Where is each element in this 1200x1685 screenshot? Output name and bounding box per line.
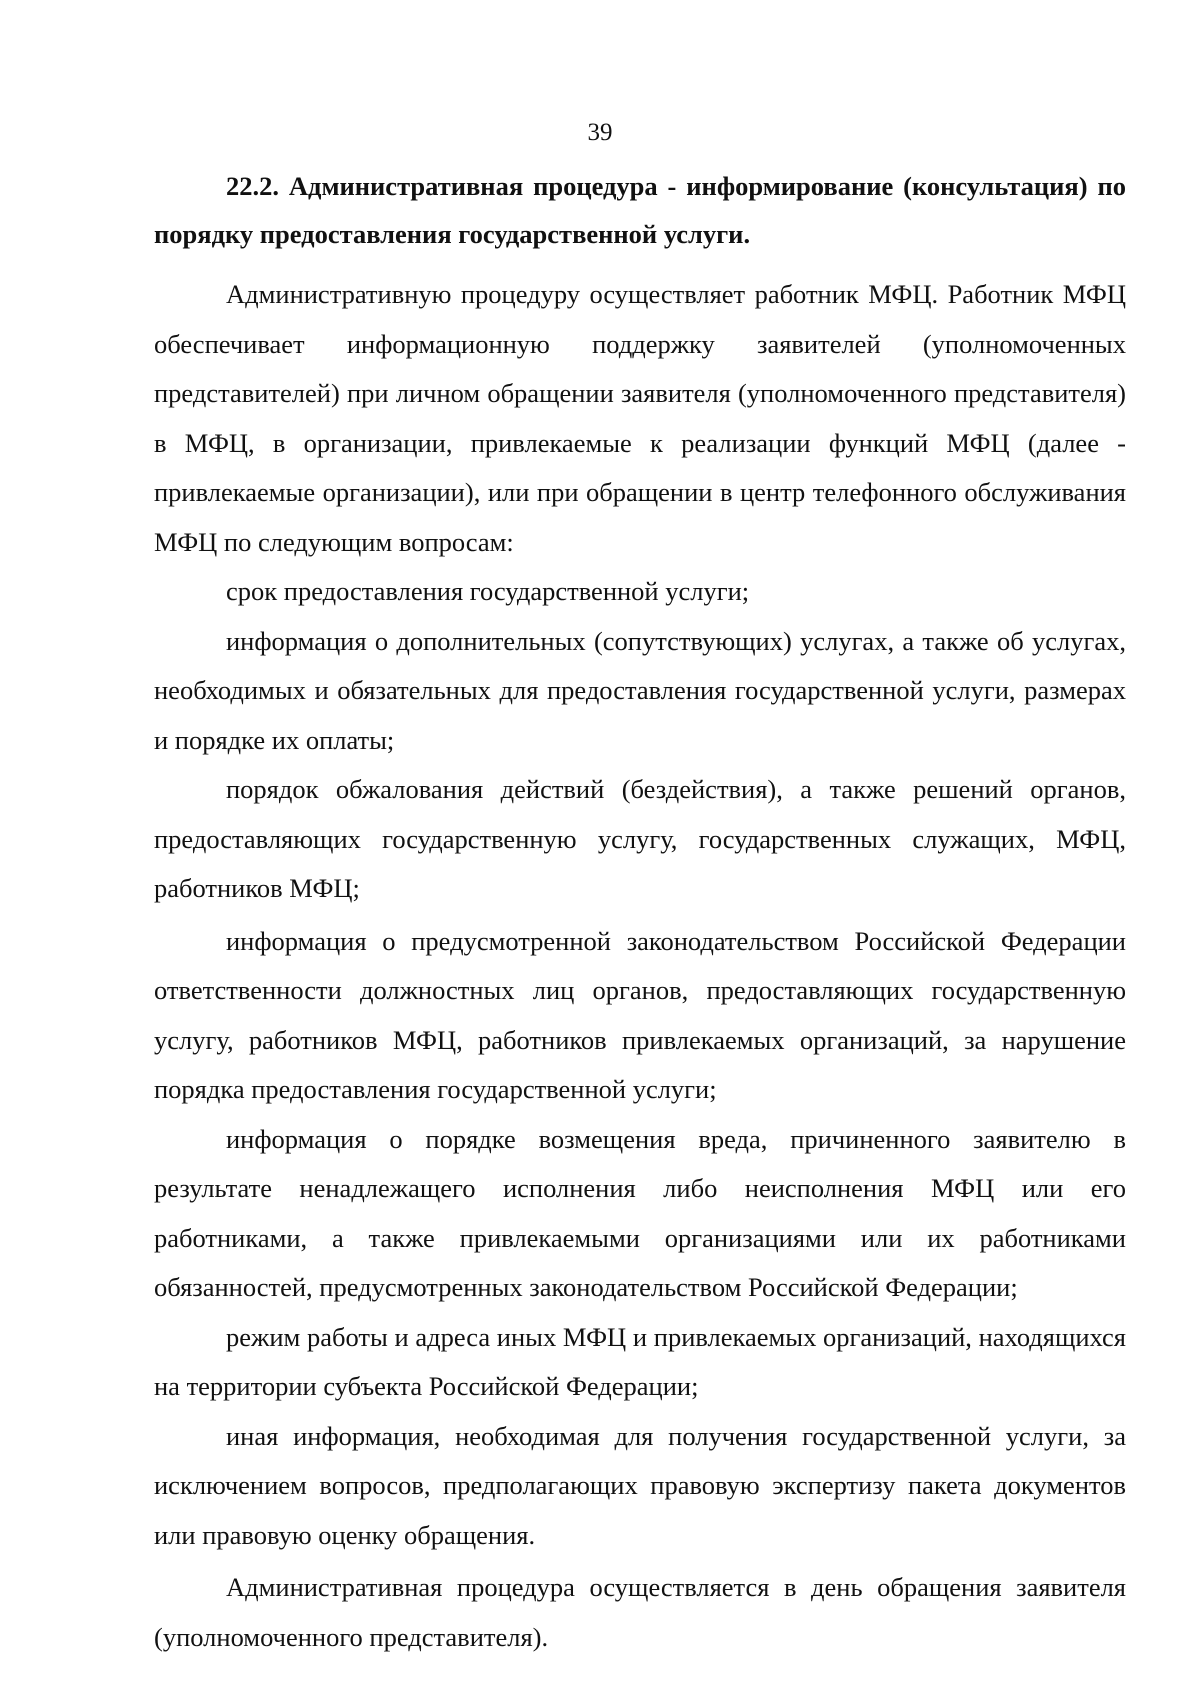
paragraph-procedure-timing: Административная процедура осуществляется в день обращения заявителя (уполномоченного представителя). (154, 1572, 1126, 1652)
paragraph-service-term: срок предоставления государственной услуги; (226, 576, 750, 606)
page-content (154, 162, 1126, 1662)
paragraph-liability: информация о предусмотренной законодательством Российской Федерации ответственности должностных лиц органов, предоставляющих государственную услугу, работников МФЦ, работников привлекаемых организаций, за нарушение порядка предоставления государственной услуги; (154, 925, 1126, 1104)
paragraph-procedure-description: Административную процедуру осуществляет работник МФЦ. Работник МФЦ обеспечивает информационную поддержку заявителей (уполномоченных представителей) при личном обращении заявителя (уполномоченного представителя) в МФЦ, в организации, привлекаемые к реализации функций МФЦ (далее - привлекаемые организации), или при обращении в центр телефонного обслуживания МФЦ по следующим вопросам: (154, 279, 1126, 557)
paragraph-damage-compensation: информация о порядке возмещения вреда, причиненного заявителю в результате ненадлежащего исполнения либо неисполнения МФЦ или его работниками, а также привлекаемыми организациями или их работниками обязанностей, предусмотренных законодательством Российской Федерации; (154, 1123, 1126, 1302)
paragraph-appeal-procedure: порядок обжалования действий (бездействия), а также решений органов, предоставляющих государственную услугу, государственных служащих, МФЦ, работников МФЦ; (154, 774, 1126, 903)
page-number: 39 (587, 119, 613, 146)
section-heading: 22.2. Административная процедура - информирование (консультация) по порядку предоставления государственной услуги. (154, 171, 1126, 249)
paragraph-additional-services: информация о дополнительных (сопутствующих) услугах, а также об услугах, необходимых и обязательных для предоставления государственной услуги, размерах и порядке их оплаты; (154, 625, 1126, 755)
paragraph-other-information: иная информация, необходимая для получения государственной услуги, за исключением вопросов, предполагающих правовую экспертизу пакета документов или правовую оценку обращения. (154, 1420, 1126, 1550)
paragraph-working-hours: режим работы и адреса иных МФЦ и привлекаемых организаций, находящихся на территории субъекта Российской Федерации; (154, 1321, 1126, 1401)
